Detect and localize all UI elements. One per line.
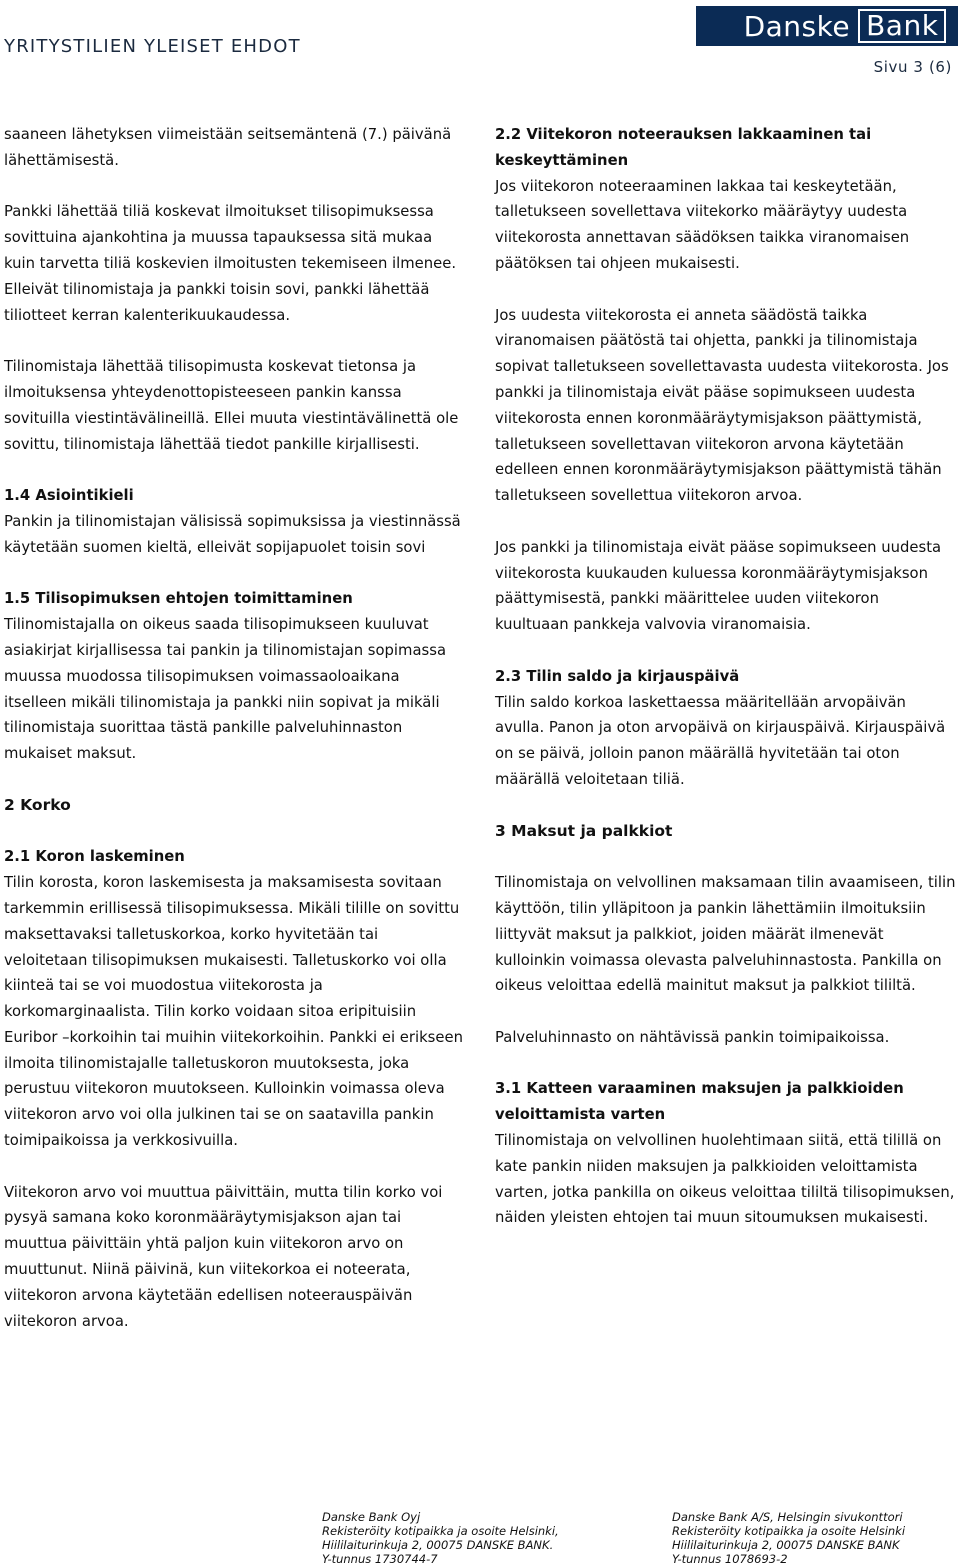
- paragraph: Tilin korosta, koron laskemisesta ja maksamisesta sovitaan tarkemmin erillisessä tilisopimuksessa. Mikäli tilille on sovittu maksettavaksi talletuskorkoa, korko hyvitetään tai veloitetaan tilisopimuksen mukaisesti. Talletuskorko voi olla kiinteä tai se voi muodostua viitekorosta ja korkomarginaalista. Tilin korko voidaan sitoa eripituisiin Euribor –korkoihin tai muihin viitekorkoihin. Pankki ei erikseen ilmoita tilinomistajalle talletuskoron muutoksesta, joka perustuu viitekoron muutokseen. Kulloinkin voimassa oleva viitekoron arvo voi olla julkinen tai se on saatavilla pankin toimipaikoissa ja verkkosivuilla.: [4, 874, 463, 1150]
- logo-text-danske: Danske: [743, 9, 851, 43]
- paragraph: Tilinomistaja lähettää tilisopimusta koskevat tietonsa ja ilmoituksensa yhteydenottopisteeseen pankin kanssa sovituilla viestintävälineillä. Ellei muuta viestintävälinettä ole sovittu, tilinomistaja lähettää tiedot pankille kirjallisesti.: [4, 358, 459, 453]
- page-number: Sivu 3 (6): [873, 58, 952, 76]
- chapter-heading: 2 Korko: [4, 795, 71, 814]
- logo-text-bank: Bank: [858, 9, 946, 43]
- footer-line: Y-tunnus 1078693-2: [672, 1552, 788, 1566]
- paragraph: Tilin saldo korkoa laskettaessa määritellään arvopäivän avulla. Panon ja oton arvopäivä on kirjauspäivä. Kirjauspäivä on se päivä, jolloin panon määrällä hyvitetään tai oton määrällä veloitetaan tiliä.: [495, 693, 946, 788]
- paragraph: Palveluhinnasto on nähtävissä pankin toimipaikoissa.: [495, 1028, 890, 1046]
- footer-line: Hiililaiturinkuja 2, 00075 DANSKE BANK.: [322, 1538, 554, 1552]
- paragraph: Pankki lähettää tiliä koskevat ilmoitukset tilisopimuksessa sovittuina ajankohtina ja muussa tapauksessa sitä mukaa kuin tarvetta tiliä koskevien ilmoitusten tekemiseen ilmenee. Elleivät tilinomistaja ja pankki toisin sovi, pankki lähettää tiliotteet kerran kalenterikuukaudessa.: [4, 203, 457, 324]
- paragraph: Tilinomistaja on velvollinen huolehtimaan siitä, että tilillä on kate pankin niiden maksujen ja palkkioiden veloittamista varten, jotka pankilla on oikeus veloittaa tililtä tilisopimuksen, näiden yleisten ehtojen tai muun sitoumuksen mukaisesti.: [495, 1132, 955, 1227]
- logo-wordmark: [732, 6, 958, 46]
- chapter-heading: 3 Maksut ja palkkiot: [495, 821, 673, 840]
- section-heading: 2.2 Viitekoron noteerauksen lakkaaminen tai keskeyttäminen: [495, 126, 872, 169]
- section-heading: 2.3 Tilin saldo ja kirjauspäivä: [495, 667, 740, 685]
- paragraph: Tilinomistajalla on oikeus saada tilisopimukseen kuuluvat asiakirjat kirjallisessa tai pankin ja tilinomistajan sopimassa muussa muodossa tilisopimuksen voimassaoloaikana itselleen mikäli tilinomistaja ja pankki niin sopivat ja mikäli tilinomistaja suorittaa tästä pankille palveluhinnaston mukaiset maksut.: [4, 616, 447, 763]
- section-heading: 1.4 Asiointikieli: [4, 487, 134, 505]
- footer-line: Danske Bank Oyj: [322, 1510, 421, 1524]
- paragraph: Pankin ja tilinomistajan välisissä sopimuksissa ja viestinnässä käytetään suomen kieltä, elleivät sopijapuolet toisin sovi: [4, 512, 461, 556]
- left-column: [4, 122, 466, 1360]
- paragraph: Viitekoron arvo voi muuttua päivittäin, mutta tilin korko voi pysyä samana koko koronmääräytymisjakson ajan tai muuttua päivittäin yhtä paljon kuin viitekoron arvo on muuttunut. Niinä päivinä, kun viitekorkoa ei noteerata, viitekoron arvona käytetään edellisen noteerauspäivän viitekoron arvoa.: [4, 1183, 443, 1330]
- section-heading: 2.1 Koron laskeminen: [4, 848, 185, 866]
- footer-company-info: [322, 1510, 622, 1566]
- footer-line: Danske Bank A/S, Helsingin sivukonttori: [672, 1510, 903, 1524]
- paragraph: Jos uudesta viitekorosta ei anneta säädöstä taikka viranomaisen päätöstä tai ohjetta, pankki ja tilinomistaja sopivat talletukseen sovellettavasta uudesta viitekorosta. Jos pankki ja tilinomistaja eivät pääse sopimukseen uudesta viitekorosta ennen koronmääräytymisjakson päättymistä, talletukseen sovellettavan viitekoron arvona käytetään edelleen ennen koronmääräytymisjakson päättymistä tähän talletukseen sovellettua viitekoron arvoa.: [495, 306, 949, 505]
- footer-line: Rekisteröity kotipaikka ja osoite Helsinki,: [322, 1524, 559, 1538]
- footer-line: Y-tunnus 1730744-7: [322, 1552, 438, 1566]
- section-heading: 1.5 Tilisopimuksen ehtojen toimittaminen: [4, 590, 353, 608]
- section-heading: 3.1 Katteen varaaminen maksujen ja palkkioiden veloittamista varten: [495, 1080, 904, 1124]
- danske-bank-logo: [696, 6, 958, 46]
- right-column: [495, 122, 957, 1257]
- paragraph: saaneen lähetyksen viimeistään seitsemäntenä (7.) päivänä lähettämisestä.: [4, 126, 452, 169]
- footer-line: Hiililaiturinkuja 2, 00075 DANSKE BANK: [672, 1538, 900, 1552]
- footer-line: Rekisteröity kotipaikka ja osoite Helsinki: [672, 1524, 906, 1538]
- document-title: YRITYSTILIEN YLEISET EHDOT: [4, 36, 301, 57]
- footer-branch-info: [672, 1510, 958, 1566]
- paragraph: Jos pankki ja tilinomistaja eivät pääse sopimukseen uudesta viitekorosta kuukauden kuluessa koronmääräytymisjakson päättymisestä, pankki määrittelee uuden viitekoron kuultuaan pankkeja valvovia viranomaisia.: [495, 538, 942, 634]
- paragraph: Jos viitekoron noteeraaminen lakkaa tai keskeytetään, talletukseen sovellettava viitekorko määräytyy uudesta viitekorosta annettavan säädöksen taikka viranomaisen päätöksen tai ohjeen mukaisesti.: [495, 177, 910, 272]
- paragraph: Tilinomistaja on velvollinen maksamaan tilin avaamiseen, tilin käyttöön, tilin ylläpitoon ja pankin lähettämiin ilmoituksiin liittyvät maksut ja palkkiot, joiden määrät ilmenevät kulloinkin voimassa olevasta palveluhinnastosta. Pankilla on oikeus veloittaa edellä mainitut maksut ja palkkiot tililtä.: [495, 874, 956, 995]
- logo-mark: [696, 6, 732, 46]
